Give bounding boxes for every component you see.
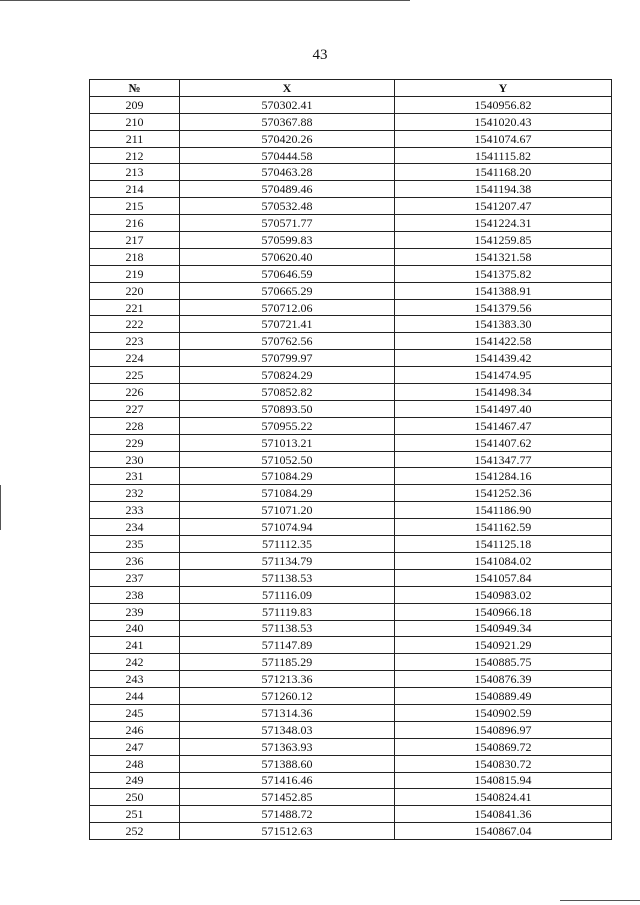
table-row — [90, 232, 612, 249]
cell-y: 1540966.18 — [395, 603, 612, 620]
cell-y: 1541375.82 — [395, 265, 612, 282]
table-row — [90, 417, 612, 434]
cell-y: 1541115.82 — [395, 147, 612, 164]
cell-x: 570532.48 — [180, 198, 395, 215]
cell-number: 212 — [90, 147, 180, 164]
table-row — [90, 147, 612, 164]
cell-number: 227 — [90, 400, 180, 417]
table-row — [90, 823, 612, 840]
cell-x: 571488.72 — [180, 806, 395, 823]
cell-number: 215 — [90, 198, 180, 215]
cell-y: 1540841.36 — [395, 806, 612, 823]
table-row — [90, 198, 612, 215]
cell-number: 217 — [90, 232, 180, 249]
cell-number: 252 — [90, 823, 180, 840]
cell-y: 1541125.18 — [395, 536, 612, 553]
cell-x: 570367.88 — [180, 113, 395, 130]
table-row — [90, 333, 612, 350]
table-row — [90, 502, 612, 519]
table-row — [90, 586, 612, 603]
cell-y: 1541168.20 — [395, 164, 612, 181]
cell-y: 1541020.43 — [395, 113, 612, 130]
cell-number: 229 — [90, 434, 180, 451]
cell-x: 571013.21 — [180, 434, 395, 451]
cell-x: 571074.94 — [180, 519, 395, 536]
cell-y: 1541057.84 — [395, 569, 612, 586]
table-row — [90, 806, 612, 823]
cell-number: 238 — [90, 586, 180, 603]
table-row — [90, 755, 612, 772]
cell-x: 570489.46 — [180, 181, 395, 198]
cell-y: 1540896.97 — [395, 721, 612, 738]
cell-number: 219 — [90, 265, 180, 282]
table-row — [90, 688, 612, 705]
cell-x: 571512.63 — [180, 823, 395, 840]
cell-x: 571119.83 — [180, 603, 395, 620]
table-row — [90, 350, 612, 367]
cell-x: 571116.09 — [180, 586, 395, 603]
table-row — [90, 468, 612, 485]
cell-x: 570444.58 — [180, 147, 395, 164]
cell-x: 571134.79 — [180, 552, 395, 569]
cell-number: 231 — [90, 468, 180, 485]
cell-number: 216 — [90, 215, 180, 232]
cell-y: 1541383.30 — [395, 316, 612, 333]
cell-y: 1541284.16 — [395, 468, 612, 485]
cell-y: 1540949.34 — [395, 620, 612, 637]
cell-x: 571052.50 — [180, 451, 395, 468]
cell-y: 1541388.91 — [395, 282, 612, 299]
cell-y: 1540830.72 — [395, 755, 612, 772]
cell-number: 249 — [90, 772, 180, 789]
cell-number: 237 — [90, 569, 180, 586]
scan-edge-mark-top — [0, 0, 410, 1]
cell-y: 1540867.04 — [395, 823, 612, 840]
table-row — [90, 654, 612, 671]
table-row — [90, 485, 612, 502]
cell-x: 570620.40 — [180, 248, 395, 265]
cell-x: 570721.41 — [180, 316, 395, 333]
cell-x: 571363.93 — [180, 738, 395, 755]
cell-y: 1541498.34 — [395, 384, 612, 401]
cell-x: 570599.83 — [180, 232, 395, 249]
table-row — [90, 569, 612, 586]
table-row — [90, 620, 612, 637]
cell-number: 218 — [90, 248, 180, 265]
cell-number: 214 — [90, 181, 180, 198]
cell-number: 241 — [90, 637, 180, 654]
cell-number: 239 — [90, 603, 180, 620]
cell-number: 236 — [90, 552, 180, 569]
cell-y: 1541321.58 — [395, 248, 612, 265]
cell-x: 570571.77 — [180, 215, 395, 232]
cell-number: 223 — [90, 333, 180, 350]
cell-x: 571452.85 — [180, 789, 395, 806]
cell-x: 571388.60 — [180, 755, 395, 772]
table-row — [90, 130, 612, 147]
cell-x: 570420.26 — [180, 130, 395, 147]
table-row — [90, 215, 612, 232]
cell-x: 571112.35 — [180, 536, 395, 553]
cell-number: 243 — [90, 671, 180, 688]
cell-y: 1540824.41 — [395, 789, 612, 806]
cell-y: 1541422.58 — [395, 333, 612, 350]
cell-number: 244 — [90, 688, 180, 705]
cell-number: 213 — [90, 164, 180, 181]
cell-number: 209 — [90, 96, 180, 113]
cell-x: 571213.36 — [180, 671, 395, 688]
table-row — [90, 113, 612, 130]
table-row — [90, 704, 612, 721]
table-row — [90, 552, 612, 569]
scan-edge-mark-bottom-right — [560, 900, 640, 901]
table-row — [90, 434, 612, 451]
cell-y: 1541474.95 — [395, 367, 612, 384]
cell-x: 571138.53 — [180, 620, 395, 637]
cell-y: 1541162.59 — [395, 519, 612, 536]
table-row — [90, 789, 612, 806]
cell-y: 1540983.02 — [395, 586, 612, 603]
cell-number: 232 — [90, 485, 180, 502]
cell-number: 240 — [90, 620, 180, 637]
table-row — [90, 282, 612, 299]
cell-number: 235 — [90, 536, 180, 553]
cell-x: 571084.29 — [180, 468, 395, 485]
cell-y: 1541194.38 — [395, 181, 612, 198]
cell-y: 1541074.67 — [395, 130, 612, 147]
cell-number: 210 — [90, 113, 180, 130]
table-row — [90, 536, 612, 553]
cell-x: 571071.20 — [180, 502, 395, 519]
table-row — [90, 772, 612, 789]
table-row — [90, 671, 612, 688]
cell-number: 245 — [90, 704, 180, 721]
table-row — [90, 164, 612, 181]
cell-x: 571185.29 — [180, 654, 395, 671]
cell-x: 571416.46 — [180, 772, 395, 789]
cell-number: 230 — [90, 451, 180, 468]
cell-y: 1541252.36 — [395, 485, 612, 502]
cell-y: 1540902.59 — [395, 704, 612, 721]
cell-x: 570762.56 — [180, 333, 395, 350]
table-row — [90, 96, 612, 113]
table-row — [90, 603, 612, 620]
page-number: 43 — [312, 47, 328, 63]
table-row — [90, 367, 612, 384]
cell-y: 1541407.62 — [395, 434, 612, 451]
cell-number: 234 — [90, 519, 180, 536]
cell-number: 226 — [90, 384, 180, 401]
table-row — [90, 248, 612, 265]
table-row — [90, 181, 612, 198]
cell-x: 570893.50 — [180, 400, 395, 417]
cell-x: 570646.59 — [180, 265, 395, 282]
cell-x: 570852.82 — [180, 384, 395, 401]
table-row — [90, 384, 612, 401]
cell-number: 242 — [90, 654, 180, 671]
cell-x: 570463.28 — [180, 164, 395, 181]
cell-number: 222 — [90, 316, 180, 333]
cell-x: 570824.29 — [180, 367, 395, 384]
cell-y: 1541347.77 — [395, 451, 612, 468]
cell-y: 1541467.47 — [395, 417, 612, 434]
cell-y: 1541259.85 — [395, 232, 612, 249]
cell-y: 1540876.39 — [395, 671, 612, 688]
cell-number: 251 — [90, 806, 180, 823]
cell-x: 570665.29 — [180, 282, 395, 299]
table-row — [90, 299, 612, 316]
cell-y: 1541224.31 — [395, 215, 612, 232]
cell-x: 571260.12 — [180, 688, 395, 705]
cell-x: 571314.36 — [180, 704, 395, 721]
cell-y: 1540921.29 — [395, 637, 612, 654]
cell-y: 1540889.49 — [395, 688, 612, 705]
cell-y: 1541084.02 — [395, 552, 612, 569]
cell-y: 1541207.47 — [395, 198, 612, 215]
scan-edge-mark-left — [0, 485, 1, 530]
cell-y: 1541497.40 — [395, 400, 612, 417]
table-row — [90, 400, 612, 417]
cell-x: 570712.06 — [180, 299, 395, 316]
cell-number: 220 — [90, 282, 180, 299]
table-row — [90, 519, 612, 536]
cell-number: 224 — [90, 350, 180, 367]
column-header-x: X — [180, 80, 395, 97]
cell-number: 250 — [90, 789, 180, 806]
cell-number: 228 — [90, 417, 180, 434]
table-row — [90, 637, 612, 654]
cell-number: 246 — [90, 721, 180, 738]
table-row — [90, 265, 612, 282]
table-row — [90, 451, 612, 468]
column-header-y: Y — [395, 80, 612, 97]
cell-y: 1540956.82 — [395, 96, 612, 113]
cell-number: 211 — [90, 130, 180, 147]
cell-number: 225 — [90, 367, 180, 384]
cell-y: 1540869.72 — [395, 738, 612, 755]
cell-number: 221 — [90, 299, 180, 316]
coordinates-table — [89, 79, 612, 840]
cell-x: 570955.22 — [180, 417, 395, 434]
cell-y: 1540885.75 — [395, 654, 612, 671]
table-row — [90, 721, 612, 738]
cell-y: 1541186.90 — [395, 502, 612, 519]
cell-y: 1540815.94 — [395, 772, 612, 789]
cell-y: 1541379.56 — [395, 299, 612, 316]
table-row — [90, 738, 612, 755]
cell-number: 233 — [90, 502, 180, 519]
cell-y: 1541439.42 — [395, 350, 612, 367]
cell-number: 248 — [90, 755, 180, 772]
cell-x: 570302.41 — [180, 96, 395, 113]
table-row — [90, 316, 612, 333]
cell-number: 247 — [90, 738, 180, 755]
column-header-number: № — [90, 80, 180, 97]
cell-x: 571084.29 — [180, 485, 395, 502]
table-header-row — [90, 80, 612, 97]
cell-x: 571147.89 — [180, 637, 395, 654]
cell-x: 571348.03 — [180, 721, 395, 738]
cell-x: 570799.97 — [180, 350, 395, 367]
table-body — [90, 96, 612, 839]
cell-x: 571138.53 — [180, 569, 395, 586]
